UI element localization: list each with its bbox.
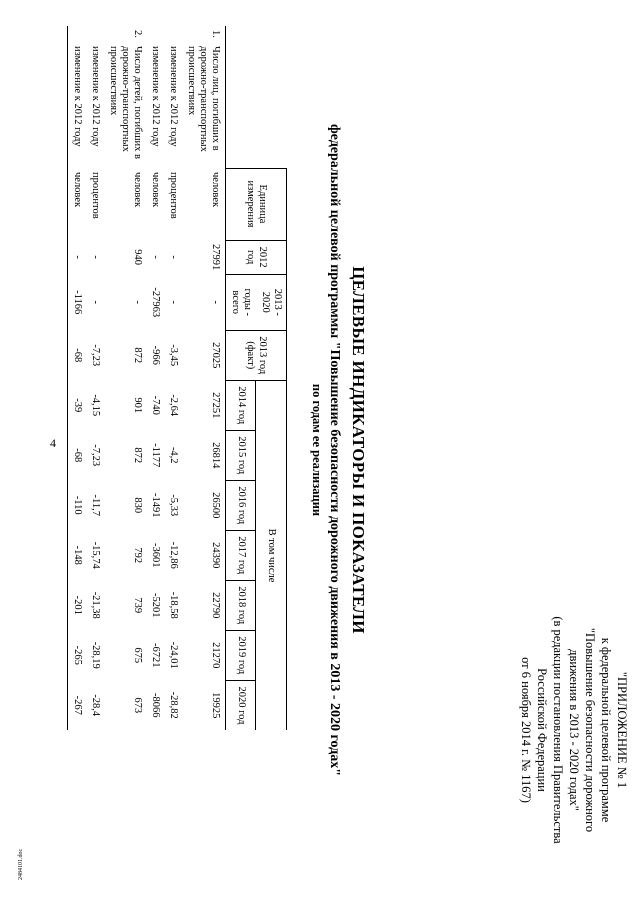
row-value: -68 (68, 430, 87, 480)
row-value: 26814 (210, 442, 221, 469)
row-name: изменение к 2012 году (90, 46, 101, 147)
appendix-block (518, 580, 630, 880)
row-total: -27963 (150, 287, 161, 318)
document-subtitle: федеральной целевой программы "Повышение безопасности дорожного движения в 2013 - 2020 годах" (327, 124, 342, 776)
row-value: -265 (68, 630, 87, 680)
row-value: -28,19 (90, 641, 101, 669)
row-value: 26500 (210, 492, 221, 519)
row-value: -267 (68, 680, 87, 730)
row-value: 675 (132, 647, 143, 664)
row-value: 739 (132, 597, 143, 614)
table-row (182, 26, 226, 730)
row-value: 22790 (210, 592, 221, 619)
table-row (104, 26, 146, 730)
row-value: 673 (132, 697, 143, 714)
row-total: - (90, 300, 101, 304)
row-value: -110 (68, 480, 87, 530)
row-index: 2. (132, 30, 143, 38)
row-value: -28,82 (168, 691, 179, 719)
row-value: -15,74 (90, 541, 101, 569)
header-2013: 2013 год (факт) (226, 330, 287, 380)
row-value: -4,2 (168, 446, 179, 464)
row-value: 792 (132, 547, 143, 564)
header-unit: Единица измерения (226, 168, 287, 240)
row-value: -68 (68, 330, 87, 380)
row-2012: 940 (132, 249, 143, 265)
title-block (309, 20, 368, 880)
row-value: -966 (150, 345, 161, 365)
page-number: 4 (50, 436, 56, 450)
header-year: 2016 год (226, 480, 257, 530)
appendix-line: (в редакции постановления Правительства (551, 616, 565, 844)
row-value: -7,23 (90, 344, 101, 367)
table-body (68, 26, 226, 730)
row-value: -8066 (150, 693, 161, 718)
row-value: 872 (132, 347, 143, 364)
table-row (86, 26, 104, 730)
document-title: ЦЕЛЕВЫЕ ИНДИКАТОРЫ И ПОКАЗАТЕЛИ (349, 266, 368, 634)
row-name: изменение к 2012 году (150, 46, 161, 147)
row-unit: человек (210, 172, 221, 208)
row-name: изменение к 2012 году (68, 42, 87, 168)
header-blank (226, 26, 287, 168)
row-name: Число лиц, погибших в дорожно-транспортных происшествиях (186, 46, 221, 152)
row-value: -6721 (150, 643, 161, 668)
row-value: -39 (68, 380, 87, 430)
row-value: -148 (68, 530, 87, 580)
table-header (226, 26, 287, 730)
row-value: 830 (132, 497, 143, 514)
row-unit: человек (150, 172, 161, 208)
row-value: 27251 (210, 392, 221, 419)
table-row (164, 26, 182, 730)
row-value: -201 (68, 580, 87, 630)
row-total: -1166 (68, 274, 87, 330)
row-2012: - (68, 240, 87, 274)
row-unit: процентов (168, 172, 179, 219)
appendix-line: движения в 2013 - 2020 годах" (567, 649, 581, 811)
rotated-content (10, 20, 630, 890)
header-year: 2018 год (226, 580, 257, 630)
row-value: -1491 (150, 493, 161, 518)
row-value: 24390 (210, 542, 221, 569)
header-year: 2020 год (226, 680, 257, 730)
row-index (164, 26, 182, 42)
row-2012: - (150, 255, 161, 259)
document-subtitle-2: по годам ее реализации (310, 383, 324, 517)
row-value: -18,58 (168, 591, 179, 619)
row-2012: - (90, 255, 101, 259)
row-unit: человек (68, 168, 87, 240)
appendix-line: "ПРИЛОЖЕНИЕ № 1 (615, 671, 629, 789)
row-value: -7,23 (90, 444, 101, 467)
appendix-line: от 6 ноября 2014 г. № 1167) (519, 657, 533, 803)
row-value: 21270 (210, 642, 221, 669)
row-name: Число детей, погибших в дорожно-транспортных происшествиях (108, 46, 143, 160)
header-year: 2019 год (226, 630, 257, 680)
appendix-line: Российской Федерации (535, 668, 549, 792)
row-name: изменение к 2012 году (168, 46, 179, 147)
header-2012: 2012 год (226, 240, 287, 274)
header-period: 2013 - 2020 (256, 274, 287, 330)
row-value: -3,45 (168, 344, 179, 367)
header-year: 2014 год (226, 380, 257, 430)
row-value: -5201 (150, 593, 161, 618)
indicators-table (67, 26, 287, 730)
row-value: 27025 (210, 342, 221, 369)
row-total: - (210, 300, 221, 304)
header-year: 2015 год (226, 430, 257, 480)
header-total: годы - всего (226, 274, 257, 330)
appendix-line: "Повышение безопасности дорожного (583, 627, 597, 833)
row-value: -5,33 (168, 494, 179, 517)
row-2012: - (168, 255, 179, 259)
appendix-line: к федеральной целевой программе (599, 637, 613, 823)
file-name: 2484101.doc (18, 848, 24, 880)
row-value: -11,7 (90, 494, 101, 516)
header-incl: В том числе (256, 380, 287, 730)
row-value: -740 (150, 395, 161, 415)
row-value: 19925 (210, 692, 221, 719)
row-2012: 27991 (210, 244, 221, 271)
row-index (86, 26, 104, 42)
row-value: -2,64 (168, 394, 179, 417)
row-index: 1. (210, 30, 221, 38)
row-value: 901 (132, 397, 143, 414)
header-year: 2017 год (226, 530, 257, 580)
row-index (68, 26, 87, 42)
row-value: -1177 (150, 443, 161, 468)
row-total: - (168, 300, 179, 304)
row-unit: человек (132, 172, 143, 208)
row-value: -24,01 (168, 641, 179, 669)
row-value: -3601 (150, 543, 161, 568)
row-value: -12,86 (168, 541, 179, 569)
row-value: 872 (132, 447, 143, 464)
row-value: -21,38 (90, 591, 101, 619)
row-index (146, 26, 164, 42)
table-row (146, 26, 164, 730)
row-unit: процентов (90, 172, 101, 219)
table-row (68, 26, 87, 730)
row-total: - (132, 300, 143, 304)
row-value: -4,15 (90, 394, 101, 417)
row-value: -28,4 (90, 694, 101, 717)
